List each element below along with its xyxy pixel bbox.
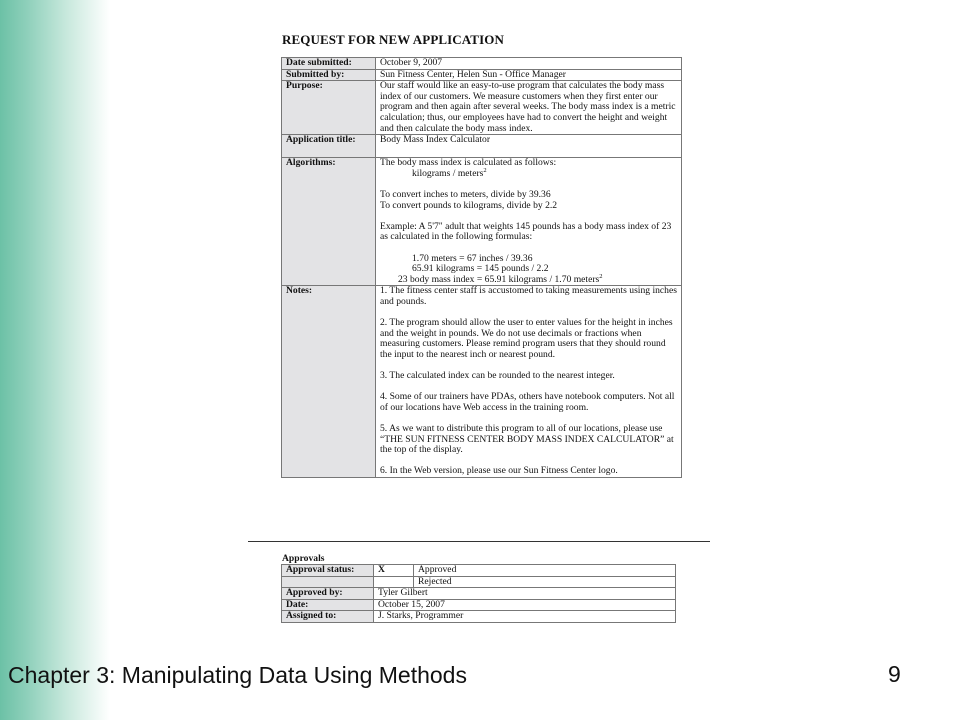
algorithms-value <box>376 158 682 286</box>
row-algorithms <box>282 158 682 286</box>
approval-date-value: October 15, 2007 <box>374 599 676 611</box>
row-notes <box>282 286 682 478</box>
assigned-to-value: J. Starks, Programmer <box>374 611 676 623</box>
submitted-by-value: Sun Fitness Center, Helen Sun - Office Manager <box>376 69 682 81</box>
rejected-checkbox <box>374 576 414 588</box>
application-title-label: Application title: <box>282 135 376 158</box>
note-6: 6. In the Web version, please use our Sun Fitness Center logo. <box>380 465 618 477</box>
row-application-title <box>282 135 682 158</box>
purpose-label: Purpose: <box>282 81 376 135</box>
application-title-value: Body Mass Index Calculator <box>376 135 682 158</box>
note-2: 2. The program should allow the user to enter values for the height in inches and the weight in pounds. We do not use decimals or fractions when measuring customers. Please remind program users that they should round the input to the nearest inch or nearest pound. <box>380 317 673 360</box>
notes-value <box>376 286 682 478</box>
algorithms-label: Algorithms: <box>282 158 376 286</box>
approval-checkbox-mark: X <box>374 565 414 577</box>
note-3: 3. The calculated index can be rounded to the nearest integer. <box>380 370 615 382</box>
row-submitted-by <box>282 69 682 81</box>
row-assigned-to <box>282 611 676 623</box>
calc-line-2: 65.91 kilograms = 145 pounds / 2.2 <box>412 263 549 275</box>
approved-by-value: Tyler Gilbert <box>374 588 676 600</box>
note-4: 4. Some of our trainers have PDAs, others have notebook computers. Not all of our locations have Web access in the training room. <box>380 391 675 413</box>
approved-option: Approved <box>414 565 676 577</box>
assigned-to-label: Assigned to: <box>282 611 374 623</box>
approvals-table <box>281 564 676 623</box>
row-approval-date <box>282 599 676 611</box>
request-form-table <box>281 57 682 478</box>
purpose-value: Our staff would like an easy-to-use program that calculates the body mass index of our customers. We measure customers when they first enter our program and then again after several weeks. The body mass index is a metric calculation; thus, our employees have had to convert the height and weight and then calculate the body mass index. <box>376 81 682 135</box>
slide-footer-title: Chapter 3: Manipulating Data Using Methods <box>8 662 467 688</box>
algorithm-intro: The body mass index is calculated as follows: <box>380 157 557 169</box>
notes-label: Notes: <box>282 286 376 478</box>
row-approved-by <box>282 588 676 600</box>
date-submitted-value: October 9, 2007 <box>376 58 682 70</box>
rejected-option: Rejected <box>414 576 676 588</box>
slide-page-number: 9 <box>888 661 901 687</box>
row-purpose <box>282 81 682 135</box>
submitted-by-label: Submitted by: <box>282 69 376 81</box>
bmi-formula: kilograms / meters$^2$ <box>412 166 487 179</box>
row-approval-status <box>282 565 676 577</box>
row-date-submitted <box>282 58 682 70</box>
date-submitted-label: Date submitted: <box>282 58 376 70</box>
convert-inches-text: To convert inches to meters, divide by 39.36 <box>380 188 551 200</box>
row-rejected <box>282 576 676 588</box>
rejected-label-cell <box>282 576 374 588</box>
side-gradient-band <box>0 0 110 720</box>
calc-line-3: 23 body mass index = 65.91 kilograms / 1.70 meters$^2$ <box>398 272 603 285</box>
note-5: 5. As we want to distribute this program to all of our locations, please use “THE SUN FITNESS CENTER BODY MASS INDEX CALCULATOR” at the top of the display. <box>380 423 674 456</box>
approvals-heading: Approvals <box>282 553 325 564</box>
approval-date-label: Date: <box>282 599 374 611</box>
section-divider <box>248 541 710 542</box>
convert-pounds-text: To convert pounds to kilograms, divide by 2.2 <box>380 199 558 211</box>
note-1: 1. The fitness center staff is accustomed to taking measurements using inches and pounds. <box>380 285 677 307</box>
document-title: REQUEST FOR NEW APPLICATION <box>282 32 504 47</box>
calc-line-1: 1.70 meters = 67 inches / 39.36 <box>412 252 533 264</box>
example-text: Example: A 5'7" adult that weights 145 pounds has a body mass index of 23 as calculated in the following formulas: <box>380 220 672 243</box>
approved-by-label: Approved by: <box>282 588 374 600</box>
approval-status-label: Approval status: <box>282 565 374 577</box>
